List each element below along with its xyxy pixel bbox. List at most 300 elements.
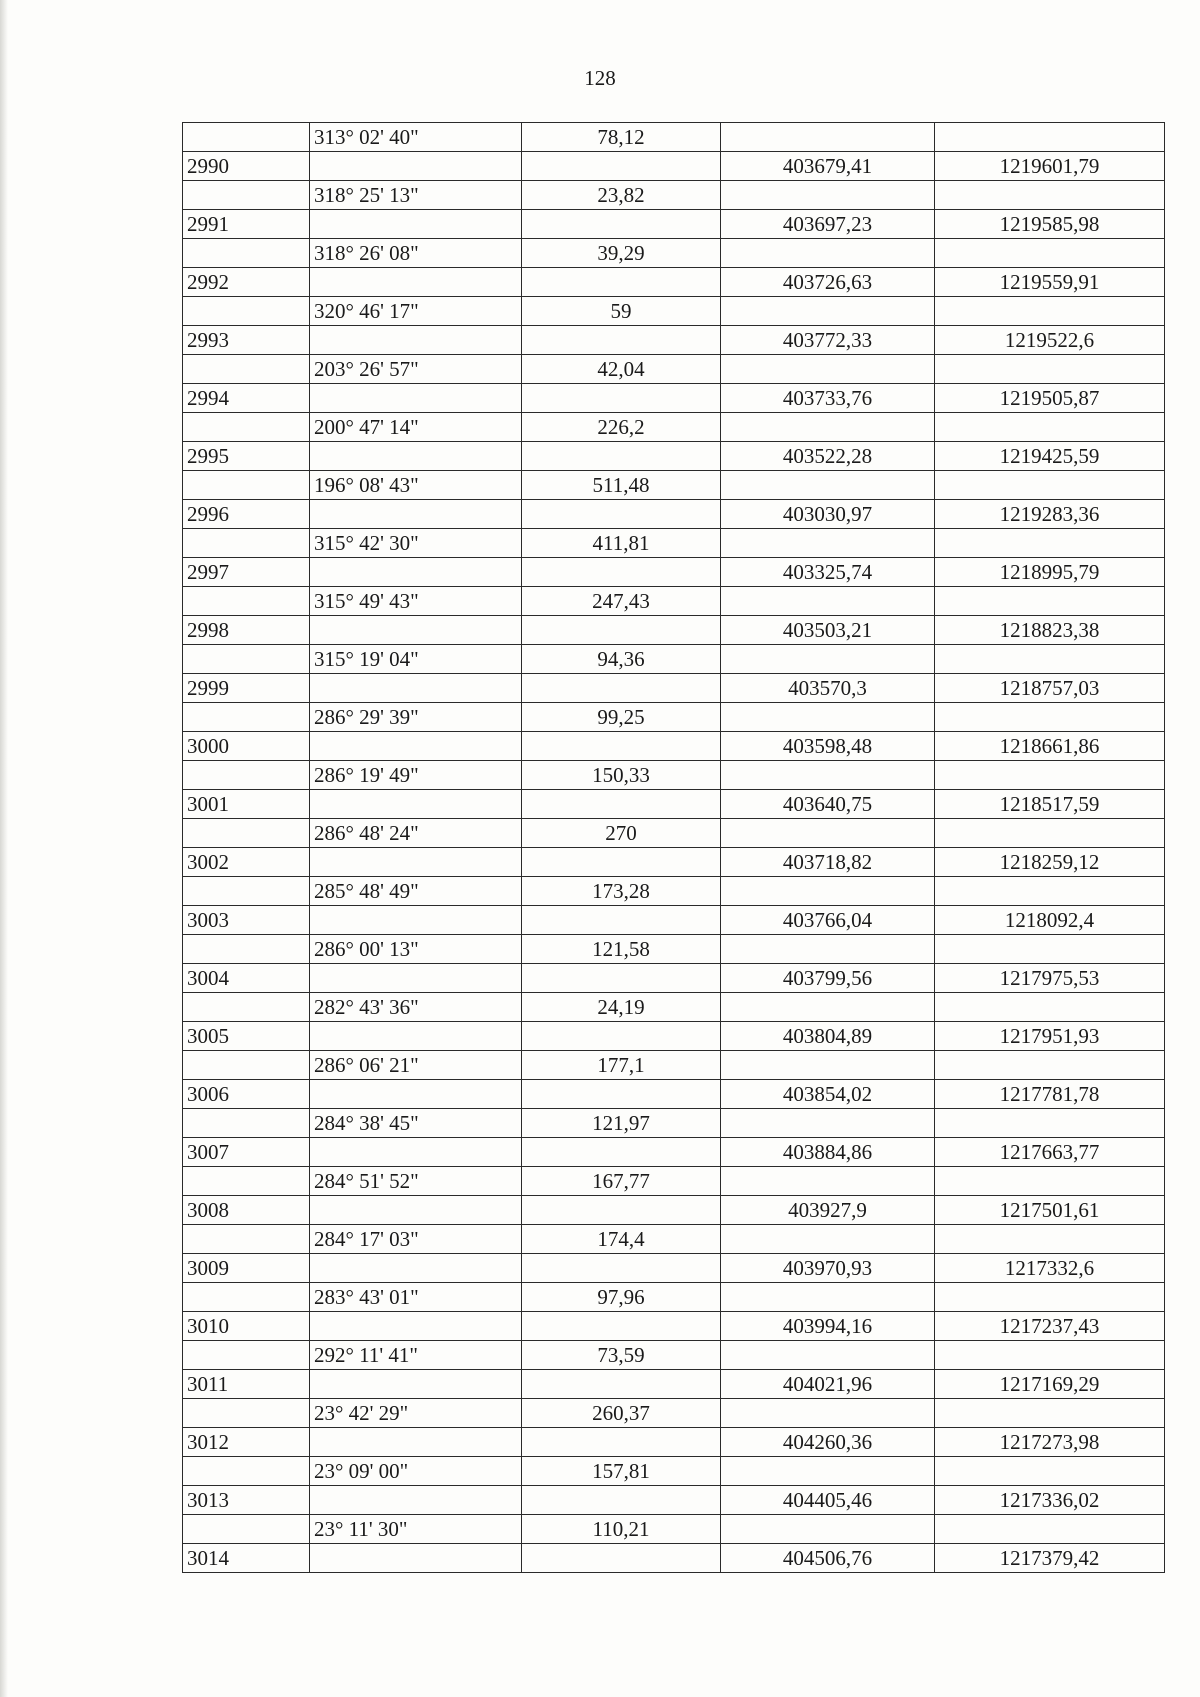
y-coordinate-cell: 1217336,02 bbox=[935, 1486, 1165, 1515]
bearing-cell bbox=[310, 268, 522, 297]
bearing-cell: 315° 42' 30" bbox=[310, 529, 522, 558]
point-number-cell: 3001 bbox=[183, 790, 310, 819]
bearing-cell bbox=[310, 848, 522, 877]
x-coordinate-cell: 404260,36 bbox=[721, 1428, 935, 1457]
point-row bbox=[183, 210, 1165, 239]
segment-row bbox=[183, 471, 1165, 500]
y-coordinate-cell bbox=[935, 239, 1165, 268]
bearing-cell bbox=[310, 964, 522, 993]
y-coordinate-cell: 1217379,42 bbox=[935, 1544, 1165, 1573]
coordinates-table-body bbox=[183, 123, 1165, 1573]
x-coordinate-cell: 403994,16 bbox=[721, 1312, 935, 1341]
segment-row bbox=[183, 1457, 1165, 1486]
point-number-cell: 2999 bbox=[183, 674, 310, 703]
bearing-cell: 200° 47' 14" bbox=[310, 413, 522, 442]
y-coordinate-cell: 1217273,98 bbox=[935, 1428, 1165, 1457]
point-row bbox=[183, 558, 1165, 587]
y-coordinate-cell bbox=[935, 1341, 1165, 1370]
distance-cell: 411,81 bbox=[522, 529, 721, 558]
y-coordinate-cell bbox=[935, 1051, 1165, 1080]
point-row bbox=[183, 1080, 1165, 1109]
x-coordinate-cell bbox=[721, 1225, 935, 1254]
x-coordinate-cell bbox=[721, 1109, 935, 1138]
point-number-cell bbox=[183, 1109, 310, 1138]
point-row bbox=[183, 1428, 1165, 1457]
y-coordinate-cell bbox=[935, 935, 1165, 964]
distance-cell: 59 bbox=[522, 297, 721, 326]
distance-cell bbox=[522, 1312, 721, 1341]
x-coordinate-cell: 403718,82 bbox=[721, 848, 935, 877]
y-coordinate-cell: 1217951,93 bbox=[935, 1022, 1165, 1051]
point-row bbox=[183, 790, 1165, 819]
distance-cell bbox=[522, 442, 721, 471]
point-number-cell bbox=[183, 1457, 310, 1486]
distance-cell: 270 bbox=[522, 819, 721, 848]
distance-cell bbox=[522, 210, 721, 239]
point-row bbox=[183, 1254, 1165, 1283]
bearing-cell: 318° 25' 13" bbox=[310, 181, 522, 210]
bearing-cell bbox=[310, 1312, 522, 1341]
x-coordinate-cell bbox=[721, 1457, 935, 1486]
bearing-cell: 284° 38' 45" bbox=[310, 1109, 522, 1138]
distance-cell bbox=[522, 1138, 721, 1167]
distance-cell: 511,48 bbox=[522, 471, 721, 500]
distance-cell: 73,59 bbox=[522, 1341, 721, 1370]
y-coordinate-cell bbox=[935, 993, 1165, 1022]
y-coordinate-cell bbox=[935, 529, 1165, 558]
bearing-cell bbox=[310, 1196, 522, 1225]
bearing-cell bbox=[310, 1080, 522, 1109]
bearing-cell: 23° 11' 30" bbox=[310, 1515, 522, 1544]
distance-cell: 247,43 bbox=[522, 587, 721, 616]
x-coordinate-cell: 403804,89 bbox=[721, 1022, 935, 1051]
x-coordinate-cell bbox=[721, 413, 935, 442]
bearing-cell: 286° 48' 24" bbox=[310, 819, 522, 848]
x-coordinate-cell bbox=[721, 877, 935, 906]
point-row bbox=[183, 1138, 1165, 1167]
bearing-cell bbox=[310, 1544, 522, 1573]
x-coordinate-cell: 403640,75 bbox=[721, 790, 935, 819]
bearing-cell: 284° 51' 52" bbox=[310, 1167, 522, 1196]
scan-edge-shading bbox=[0, 0, 8, 1697]
distance-cell: 110,21 bbox=[522, 1515, 721, 1544]
segment-row bbox=[183, 239, 1165, 268]
distance-cell bbox=[522, 906, 721, 935]
distance-cell: 177,1 bbox=[522, 1051, 721, 1080]
x-coordinate-cell: 403679,41 bbox=[721, 152, 935, 181]
x-coordinate-cell bbox=[721, 1399, 935, 1428]
point-number-cell bbox=[183, 181, 310, 210]
x-coordinate-cell: 403522,28 bbox=[721, 442, 935, 471]
bearing-cell: 23° 09' 00" bbox=[310, 1457, 522, 1486]
distance-cell bbox=[522, 848, 721, 877]
y-coordinate-cell: 1219425,59 bbox=[935, 442, 1165, 471]
distance-cell: 150,33 bbox=[522, 761, 721, 790]
bearing-cell: 286° 29' 39" bbox=[310, 703, 522, 732]
x-coordinate-cell bbox=[721, 181, 935, 210]
point-number-cell: 2993 bbox=[183, 326, 310, 355]
y-coordinate-cell: 1218092,4 bbox=[935, 906, 1165, 935]
x-coordinate-cell: 403325,74 bbox=[721, 558, 935, 587]
distance-cell: 167,77 bbox=[522, 1167, 721, 1196]
distance-cell: 94,36 bbox=[522, 645, 721, 674]
point-number-cell bbox=[183, 993, 310, 1022]
page-number: 128 bbox=[584, 66, 616, 90]
bearing-cell: 318° 26' 08" bbox=[310, 239, 522, 268]
point-number-cell bbox=[183, 355, 310, 384]
point-row bbox=[183, 1196, 1165, 1225]
distance-cell: 39,29 bbox=[522, 239, 721, 268]
point-number-cell: 2992 bbox=[183, 268, 310, 297]
y-coordinate-cell bbox=[935, 1457, 1165, 1486]
segment-row bbox=[183, 761, 1165, 790]
segment-row bbox=[183, 1341, 1165, 1370]
distance-cell bbox=[522, 732, 721, 761]
x-coordinate-cell bbox=[721, 529, 935, 558]
distance-cell bbox=[522, 1254, 721, 1283]
point-number-cell bbox=[183, 1283, 310, 1312]
point-row bbox=[183, 616, 1165, 645]
x-coordinate-cell: 403733,76 bbox=[721, 384, 935, 413]
point-row bbox=[183, 1486, 1165, 1515]
y-coordinate-cell bbox=[935, 355, 1165, 384]
segment-row bbox=[183, 587, 1165, 616]
y-coordinate-cell bbox=[935, 1167, 1165, 1196]
x-coordinate-cell bbox=[721, 471, 935, 500]
distance-cell bbox=[522, 1544, 721, 1573]
y-coordinate-cell bbox=[935, 761, 1165, 790]
x-coordinate-cell bbox=[721, 1341, 935, 1370]
distance-cell bbox=[522, 268, 721, 297]
y-coordinate-cell bbox=[935, 413, 1165, 442]
point-number-cell bbox=[183, 1167, 310, 1196]
x-coordinate-cell: 403927,9 bbox=[721, 1196, 935, 1225]
point-number-cell: 3013 bbox=[183, 1486, 310, 1515]
bearing-cell: 282° 43' 36" bbox=[310, 993, 522, 1022]
point-row bbox=[183, 326, 1165, 355]
bearing-cell: 313° 02' 40" bbox=[310, 123, 522, 152]
bearing-cell bbox=[310, 1370, 522, 1399]
point-number-cell bbox=[183, 1225, 310, 1254]
y-coordinate-cell: 1217169,29 bbox=[935, 1370, 1165, 1399]
segment-row bbox=[183, 819, 1165, 848]
point-number-cell: 3009 bbox=[183, 1254, 310, 1283]
bearing-cell: 286° 00' 13" bbox=[310, 935, 522, 964]
bearing-cell bbox=[310, 558, 522, 587]
point-number-cell: 3006 bbox=[183, 1080, 310, 1109]
segment-row bbox=[183, 181, 1165, 210]
bearing-cell: 203° 26' 57" bbox=[310, 355, 522, 384]
bearing-cell: 315° 19' 04" bbox=[310, 645, 522, 674]
y-coordinate-cell bbox=[935, 645, 1165, 674]
segment-row bbox=[183, 413, 1165, 442]
bearing-cell bbox=[310, 210, 522, 239]
x-coordinate-cell bbox=[721, 993, 935, 1022]
distance-cell: 78,12 bbox=[522, 123, 721, 152]
x-coordinate-cell: 403726,63 bbox=[721, 268, 935, 297]
x-coordinate-cell bbox=[721, 355, 935, 384]
distance-cell bbox=[522, 152, 721, 181]
y-coordinate-cell: 1217237,43 bbox=[935, 1312, 1165, 1341]
y-coordinate-cell: 1217332,6 bbox=[935, 1254, 1165, 1283]
point-number-cell bbox=[183, 1051, 310, 1080]
segment-row bbox=[183, 1109, 1165, 1138]
x-coordinate-cell bbox=[721, 1283, 935, 1312]
distance-cell bbox=[522, 1196, 721, 1225]
bearing-cell: 284° 17' 03" bbox=[310, 1225, 522, 1254]
segment-row bbox=[183, 877, 1165, 906]
x-coordinate-cell: 403799,56 bbox=[721, 964, 935, 993]
point-row bbox=[183, 500, 1165, 529]
point-row bbox=[183, 268, 1165, 297]
x-coordinate-cell: 403697,23 bbox=[721, 210, 935, 239]
point-row bbox=[183, 848, 1165, 877]
distance-cell: 157,81 bbox=[522, 1457, 721, 1486]
x-coordinate-cell bbox=[721, 645, 935, 674]
distance-cell bbox=[522, 616, 721, 645]
y-coordinate-cell bbox=[935, 819, 1165, 848]
x-coordinate-cell: 404405,46 bbox=[721, 1486, 935, 1515]
y-coordinate-cell bbox=[935, 1283, 1165, 1312]
y-coordinate-cell: 1219283,36 bbox=[935, 500, 1165, 529]
point-number-cell: 2996 bbox=[183, 500, 310, 529]
bearing-cell bbox=[310, 906, 522, 935]
y-coordinate-cell bbox=[935, 1515, 1165, 1544]
x-coordinate-cell: 403884,86 bbox=[721, 1138, 935, 1167]
distance-cell: 24,19 bbox=[522, 993, 721, 1022]
point-number-cell bbox=[183, 1341, 310, 1370]
point-number-cell bbox=[183, 529, 310, 558]
bearing-cell bbox=[310, 732, 522, 761]
distance-cell bbox=[522, 1370, 721, 1399]
point-number-cell: 3000 bbox=[183, 732, 310, 761]
distance-cell: 260,37 bbox=[522, 1399, 721, 1428]
distance-cell: 174,4 bbox=[522, 1225, 721, 1254]
point-number-cell: 3008 bbox=[183, 1196, 310, 1225]
distance-cell bbox=[522, 1022, 721, 1051]
segment-row bbox=[183, 993, 1165, 1022]
distance-cell bbox=[522, 964, 721, 993]
x-coordinate-cell bbox=[721, 935, 935, 964]
bearing-cell bbox=[310, 152, 522, 181]
x-coordinate-cell bbox=[721, 587, 935, 616]
x-coordinate-cell: 403766,04 bbox=[721, 906, 935, 935]
point-row bbox=[183, 732, 1165, 761]
x-coordinate-cell: 403854,02 bbox=[721, 1080, 935, 1109]
x-coordinate-cell: 403030,97 bbox=[721, 500, 935, 529]
x-coordinate-cell: 403970,93 bbox=[721, 1254, 935, 1283]
x-coordinate-cell bbox=[721, 1051, 935, 1080]
bearing-cell bbox=[310, 500, 522, 529]
y-coordinate-cell bbox=[935, 1399, 1165, 1428]
bearing-cell bbox=[310, 442, 522, 471]
point-row bbox=[183, 1544, 1165, 1573]
point-number-cell bbox=[183, 761, 310, 790]
y-coordinate-cell: 1217663,77 bbox=[935, 1138, 1165, 1167]
x-coordinate-cell bbox=[721, 703, 935, 732]
segment-row bbox=[183, 1515, 1165, 1544]
point-row bbox=[183, 152, 1165, 181]
point-number-cell bbox=[183, 1515, 310, 1544]
x-coordinate-cell bbox=[721, 1167, 935, 1196]
y-coordinate-cell: 1219522,6 bbox=[935, 326, 1165, 355]
distance-cell: 97,96 bbox=[522, 1283, 721, 1312]
segment-row bbox=[183, 935, 1165, 964]
point-number-cell: 2994 bbox=[183, 384, 310, 413]
y-coordinate-cell bbox=[935, 471, 1165, 500]
point-number-cell bbox=[183, 1399, 310, 1428]
segment-row bbox=[183, 1399, 1165, 1428]
point-number-cell bbox=[183, 239, 310, 268]
x-coordinate-cell bbox=[721, 761, 935, 790]
y-coordinate-cell: 1218259,12 bbox=[935, 848, 1165, 877]
point-number-cell bbox=[183, 877, 310, 906]
segment-row bbox=[183, 1283, 1165, 1312]
point-number-cell bbox=[183, 297, 310, 326]
distance-cell: 121,97 bbox=[522, 1109, 721, 1138]
bearing-cell: 196° 08' 43" bbox=[310, 471, 522, 500]
point-number-cell bbox=[183, 703, 310, 732]
y-coordinate-cell: 1219505,87 bbox=[935, 384, 1165, 413]
distance-cell bbox=[522, 1486, 721, 1515]
x-coordinate-cell: 404506,76 bbox=[721, 1544, 935, 1573]
y-coordinate-cell: 1218661,86 bbox=[935, 732, 1165, 761]
bearing-cell: 286° 06' 21" bbox=[310, 1051, 522, 1080]
bearing-cell bbox=[310, 674, 522, 703]
bearing-cell bbox=[310, 326, 522, 355]
x-coordinate-cell bbox=[721, 1515, 935, 1544]
point-number-cell: 3002 bbox=[183, 848, 310, 877]
x-coordinate-cell bbox=[721, 819, 935, 848]
point-number-cell bbox=[183, 587, 310, 616]
y-coordinate-cell: 1217781,78 bbox=[935, 1080, 1165, 1109]
point-number-cell: 2990 bbox=[183, 152, 310, 181]
x-coordinate-cell: 403772,33 bbox=[721, 326, 935, 355]
x-coordinate-cell bbox=[721, 123, 935, 152]
bearing-cell bbox=[310, 1254, 522, 1283]
y-coordinate-cell bbox=[935, 1225, 1165, 1254]
point-row bbox=[183, 442, 1165, 471]
point-row bbox=[183, 1022, 1165, 1051]
distance-cell bbox=[522, 384, 721, 413]
x-coordinate-cell bbox=[721, 239, 935, 268]
distance-cell bbox=[522, 500, 721, 529]
point-number-cell: 3005 bbox=[183, 1022, 310, 1051]
bearing-cell: 320° 46' 17" bbox=[310, 297, 522, 326]
point-number-cell: 3012 bbox=[183, 1428, 310, 1457]
x-coordinate-cell: 404021,96 bbox=[721, 1370, 935, 1399]
distance-cell: 173,28 bbox=[522, 877, 721, 906]
distance-cell: 99,25 bbox=[522, 703, 721, 732]
point-row bbox=[183, 384, 1165, 413]
distance-cell: 121,58 bbox=[522, 935, 721, 964]
distance-cell bbox=[522, 1080, 721, 1109]
bearing-cell bbox=[310, 1486, 522, 1515]
point-number-cell bbox=[183, 413, 310, 442]
distance-cell bbox=[522, 790, 721, 819]
bearing-cell bbox=[310, 616, 522, 645]
segment-row bbox=[183, 1167, 1165, 1196]
point-number-cell: 2991 bbox=[183, 210, 310, 239]
x-coordinate-cell: 403598,48 bbox=[721, 732, 935, 761]
y-coordinate-cell: 1219585,98 bbox=[935, 210, 1165, 239]
y-coordinate-cell: 1218757,03 bbox=[935, 674, 1165, 703]
y-coordinate-cell bbox=[935, 1109, 1165, 1138]
point-number-cell bbox=[183, 123, 310, 152]
y-coordinate-cell: 1217501,61 bbox=[935, 1196, 1165, 1225]
point-number-cell: 2998 bbox=[183, 616, 310, 645]
bearing-cell: 286° 19' 49" bbox=[310, 761, 522, 790]
y-coordinate-cell bbox=[935, 181, 1165, 210]
segment-row bbox=[183, 529, 1165, 558]
bearing-cell: 292° 11' 41" bbox=[310, 1341, 522, 1370]
point-number-cell bbox=[183, 819, 310, 848]
bearing-cell bbox=[310, 1022, 522, 1051]
y-coordinate-cell bbox=[935, 123, 1165, 152]
segment-row bbox=[183, 297, 1165, 326]
x-coordinate-cell bbox=[721, 297, 935, 326]
segment-row bbox=[183, 123, 1165, 152]
bearing-cell bbox=[310, 1428, 522, 1457]
segment-row bbox=[183, 703, 1165, 732]
point-row bbox=[183, 906, 1165, 935]
segment-row bbox=[183, 355, 1165, 384]
y-coordinate-cell bbox=[935, 587, 1165, 616]
point-number-cell bbox=[183, 935, 310, 964]
point-number-cell: 3011 bbox=[183, 1370, 310, 1399]
y-coordinate-cell bbox=[935, 877, 1165, 906]
segment-row bbox=[183, 1051, 1165, 1080]
distance-cell: 226,2 bbox=[522, 413, 721, 442]
point-number-cell: 2995 bbox=[183, 442, 310, 471]
point-row bbox=[183, 964, 1165, 993]
y-coordinate-cell: 1218995,79 bbox=[935, 558, 1165, 587]
bearing-cell: 283° 43' 01" bbox=[310, 1283, 522, 1312]
bearing-cell bbox=[310, 1138, 522, 1167]
y-coordinate-cell: 1219601,79 bbox=[935, 152, 1165, 181]
distance-cell bbox=[522, 1428, 721, 1457]
point-number-cell bbox=[183, 471, 310, 500]
distance-cell: 42,04 bbox=[522, 355, 721, 384]
y-coordinate-cell: 1217975,53 bbox=[935, 964, 1165, 993]
point-row bbox=[183, 674, 1165, 703]
y-coordinate-cell bbox=[935, 297, 1165, 326]
segment-row bbox=[183, 645, 1165, 674]
y-coordinate-cell: 1218823,38 bbox=[935, 616, 1165, 645]
segment-row bbox=[183, 1225, 1165, 1254]
bearing-cell: 285° 48' 49" bbox=[310, 877, 522, 906]
point-number-cell: 3007 bbox=[183, 1138, 310, 1167]
point-number-cell bbox=[183, 645, 310, 674]
point-number-cell: 3014 bbox=[183, 1544, 310, 1573]
coordinates-table bbox=[182, 122, 1165, 1573]
point-number-cell: 3003 bbox=[183, 906, 310, 935]
distance-cell bbox=[522, 558, 721, 587]
point-number-cell: 3010 bbox=[183, 1312, 310, 1341]
point-row bbox=[183, 1312, 1165, 1341]
y-coordinate-cell: 1219559,91 bbox=[935, 268, 1165, 297]
bearing-cell: 23° 42' 29" bbox=[310, 1399, 522, 1428]
y-coordinate-cell bbox=[935, 703, 1165, 732]
distance-cell: 23,82 bbox=[522, 181, 721, 210]
bearing-cell bbox=[310, 790, 522, 819]
point-row bbox=[183, 1370, 1165, 1399]
distance-cell bbox=[522, 326, 721, 355]
x-coordinate-cell: 403503,21 bbox=[721, 616, 935, 645]
point-number-cell: 3004 bbox=[183, 964, 310, 993]
point-number-cell: 2997 bbox=[183, 558, 310, 587]
x-coordinate-cell: 403570,3 bbox=[721, 674, 935, 703]
